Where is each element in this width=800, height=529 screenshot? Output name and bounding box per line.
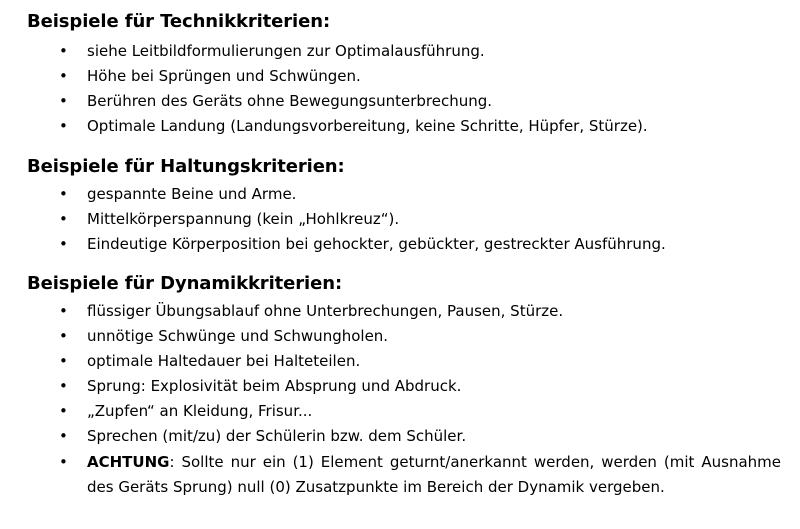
list-item-text: Mittelkörperspannung (kein „Hohlkreuz“). bbox=[87, 210, 400, 228]
bullet-icon: • bbox=[59, 453, 68, 471]
list-item-text: gespannte Beine und Arme. bbox=[87, 185, 297, 203]
bullet-icon: • bbox=[59, 210, 68, 228]
list-item-text: Höhe bei Sprüngen und Schwüngen. bbox=[87, 67, 361, 85]
list-item-text: Sprung: Explosivität beim Absprung und Abdruck. bbox=[87, 377, 462, 395]
note-text bbox=[87, 450, 781, 499]
list-item-text: unnötige Schwünge und Schwungholen. bbox=[87, 327, 389, 345]
list-item-text: flüssiger Übungsablauf ohne Unterbrechungen, Pausen, Stürze. bbox=[87, 302, 564, 320]
list-item-text: Sprechen (mit/zu) der Schülerin bzw. dem Schüler. bbox=[87, 427, 467, 445]
section-heading-haltung: Beispiele für Haltungskriterien: bbox=[27, 156, 345, 177]
list-item-text: Eindeutige Körperposition bei gehockter, gebückter, gestreckter Ausführung. bbox=[87, 235, 666, 253]
bullet-icon: • bbox=[59, 185, 68, 203]
note-body: : Sollte nur ein (1) Element geturnt/anerkannt werden, werden (mit Ausnahme des Geräts Sprung) null (0) Zusatzpunkte im Bereich der Dynamik vergeben. bbox=[87, 453, 781, 496]
list-item-text: Optimale Landung (Landungsvorbereitung, keine Schritte, Hüpfer, Stürze). bbox=[87, 117, 648, 135]
section-heading-technik: Beispiele für Technikkriterien: bbox=[27, 11, 331, 32]
bullet-icon: • bbox=[59, 352, 68, 370]
bullet-icon: • bbox=[59, 377, 68, 395]
list-item-text: „Zupfen“ an Kleidung, Frisur... bbox=[87, 402, 313, 420]
bullet-icon: • bbox=[59, 117, 68, 135]
bullet-icon: • bbox=[59, 42, 68, 60]
list-item-text: optimale Haltedauer bei Halteteilen. bbox=[87, 352, 361, 370]
bullet-icon: • bbox=[59, 327, 68, 345]
bullet-icon: • bbox=[59, 67, 68, 85]
bullet-icon: • bbox=[59, 427, 68, 445]
bullet-icon: • bbox=[59, 92, 68, 110]
bullet-icon: • bbox=[59, 402, 68, 420]
list-item-text: siehe Leitbildformulierungen zur Optimalausführung. bbox=[87, 42, 485, 60]
section-heading-dynamik: Beispiele für Dynamikkriterien: bbox=[27, 273, 343, 294]
note-label: ACHTUNG bbox=[87, 453, 170, 471]
list-item-text: Berühren des Geräts ohne Bewegungsunterbrechung. bbox=[87, 92, 493, 110]
bullet-icon: • bbox=[59, 235, 68, 253]
bullet-icon: • bbox=[59, 302, 68, 320]
